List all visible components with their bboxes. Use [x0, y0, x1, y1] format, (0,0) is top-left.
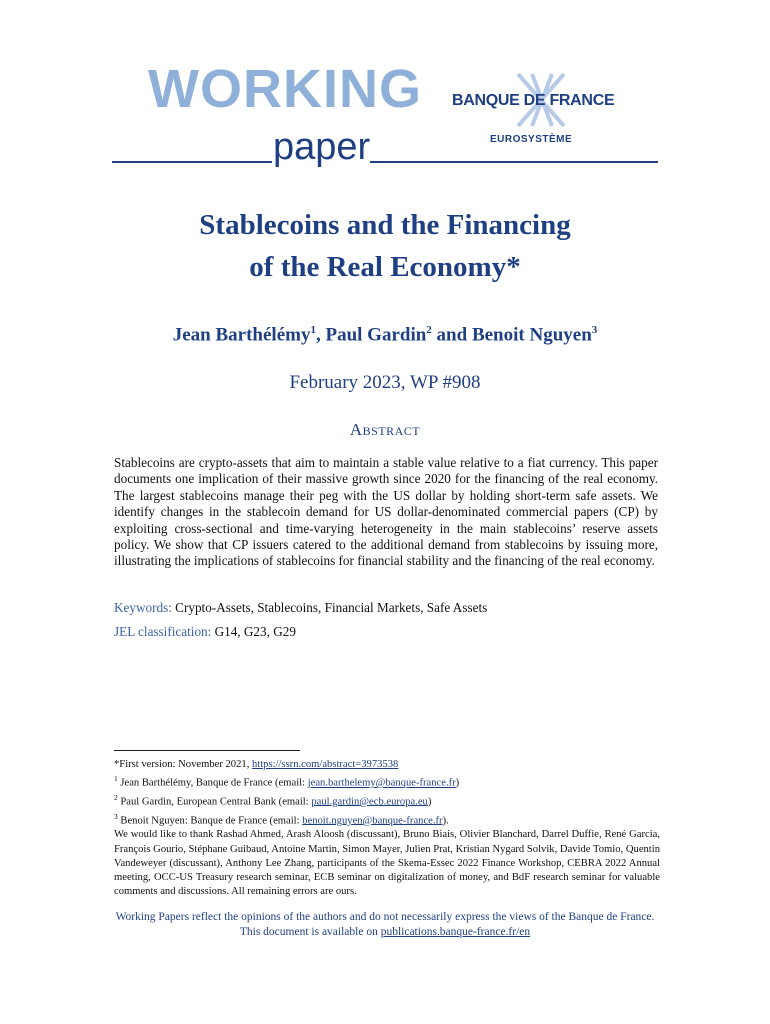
disclaimer — [110, 910, 660, 940]
title-line-2: of the Real Economy* — [249, 251, 521, 283]
paper-title — [0, 204, 770, 288]
author-1-footnote-mark: 1 — [310, 324, 316, 336]
author-separator: , — [315, 324, 326, 346]
email-link-3[interactable]: benoit.nguyen@banque-france.fr — [302, 815, 443, 827]
footnotes — [114, 758, 660, 899]
masthead-rule-right — [370, 161, 658, 163]
acknowledgements: We would like to thank Rashad Ahmed, Arash Aloosh (discussant), Bruno Biais, Olivier Blanchard, Darrel Duffie, René Garcia, François Gourio, Stéphane Guibaud, Antoine Martin, Simon Mayer, Julien Prat, Kristian Nygard Solvik, Davide Tomio, Quentin Vandeweyer (discussant), Anthony Lee Zhang, participants of the Skema-Essec 2022 Finance Workshop, CEBRA 2022 Annual meeting, OCC-US Treasury research seminar, ECB seminar on digitalization of money, and BdF research seminar for valuable comments and discussions. All remaining errors are ours. — [114, 829, 660, 898]
footnote-2-text: Paul Gardin, European Central Bank (email: — [117, 796, 312, 808]
email-link-1[interactable]: jean.barthelemy@banque-france.fr — [307, 777, 456, 789]
keywords-label: Keywords: — [114, 600, 172, 615]
footnote-1-text: Jean Barthélémy, Banque de France (email: — [117, 777, 308, 789]
author-3: Benoit Nguyen — [471, 324, 592, 346]
author-3-footnote-mark: 3 — [591, 324, 598, 336]
author-separator: and — [431, 324, 472, 346]
author-1: Jean Barthélémy — [172, 324, 311, 346]
author-list — [0, 324, 770, 346]
author-2: Paul Gardin — [325, 324, 427, 346]
footnote-star — [114, 758, 660, 772]
jel-label: JEL classification: — [114, 624, 212, 639]
footnote-2-mark: 2 — [114, 792, 118, 802]
keywords-line — [114, 600, 658, 616]
institution-name: BANQUE DE FRANCE — [452, 92, 615, 109]
footnote-3-text: Benoit Nguyen: Banque de France (email: — [117, 815, 303, 827]
paper-wordmark: paper — [273, 126, 371, 168]
footnote-divider — [114, 750, 300, 751]
publications-link[interactable]: publications.banque-france.fr/en — [380, 926, 531, 938]
title-line-1: Stablecoins and the Financing — [199, 209, 571, 241]
ssrn-link[interactable]: https://ssrn.com/abstract=3973538 — [252, 759, 399, 770]
disclaimer-text: Working Papers reflect the opinions of the authors and do not necessarily express the views of the Banque de France. This document is available on — [115, 911, 655, 938]
masthead-rule-left — [112, 161, 272, 163]
footnote-3-end: ). — [442, 815, 449, 827]
footnote-2 — [114, 791, 660, 810]
footnote-star-text: *First version: November 2021, — [114, 759, 252, 770]
footnote-1 — [114, 772, 660, 791]
author-2-footnote-mark: 2 — [426, 324, 432, 336]
abstract-heading: Abstract — [349, 420, 421, 439]
email-link-2[interactable]: paul.gardin@ecb.europa.eu — [311, 796, 428, 808]
abstract-body: Stablecoins are crypto-assets that aim to maintain a stable value relative to a fiat currency. This paper documents one implication of their massive growth since 2020 for the financing of the real economy. The largest stablecoins manage their peg with the US dollar by holding short-term safe assets. We identify changes in the stablecoin demand for US dollar-denominated commercial papers (CP) by exploiting cross-sectional and time-varying heterogeneity in the main stablecoins’ reserve assets policy. We show that CP issuers catered to the additional demand from stablecoins by issuing more, illustrating the implications of stablecoins for financial stability and the financing of the real economy. — [114, 455, 658, 569]
footnote-1-end: ) — [455, 777, 460, 789]
keywords-value: Crypto-Assets, Stablecoins, Financial Markets, Safe Assets — [171, 600, 488, 615]
eurosystem-label: EUROSYSTÈME — [490, 134, 573, 145]
jel-value: G14, G23, G29 — [211, 624, 296, 639]
publication-date: February 2023, WP #908 — [289, 372, 481, 393]
working-paper-wordmark: WORKING — [148, 59, 422, 119]
footnote-1-mark: 1 — [114, 774, 118, 784]
jel-line — [114, 624, 658, 640]
footnote-3 — [114, 810, 660, 829]
footnote-3-mark: 3 — [114, 811, 118, 821]
footnote-2-end: ) — [427, 796, 432, 808]
